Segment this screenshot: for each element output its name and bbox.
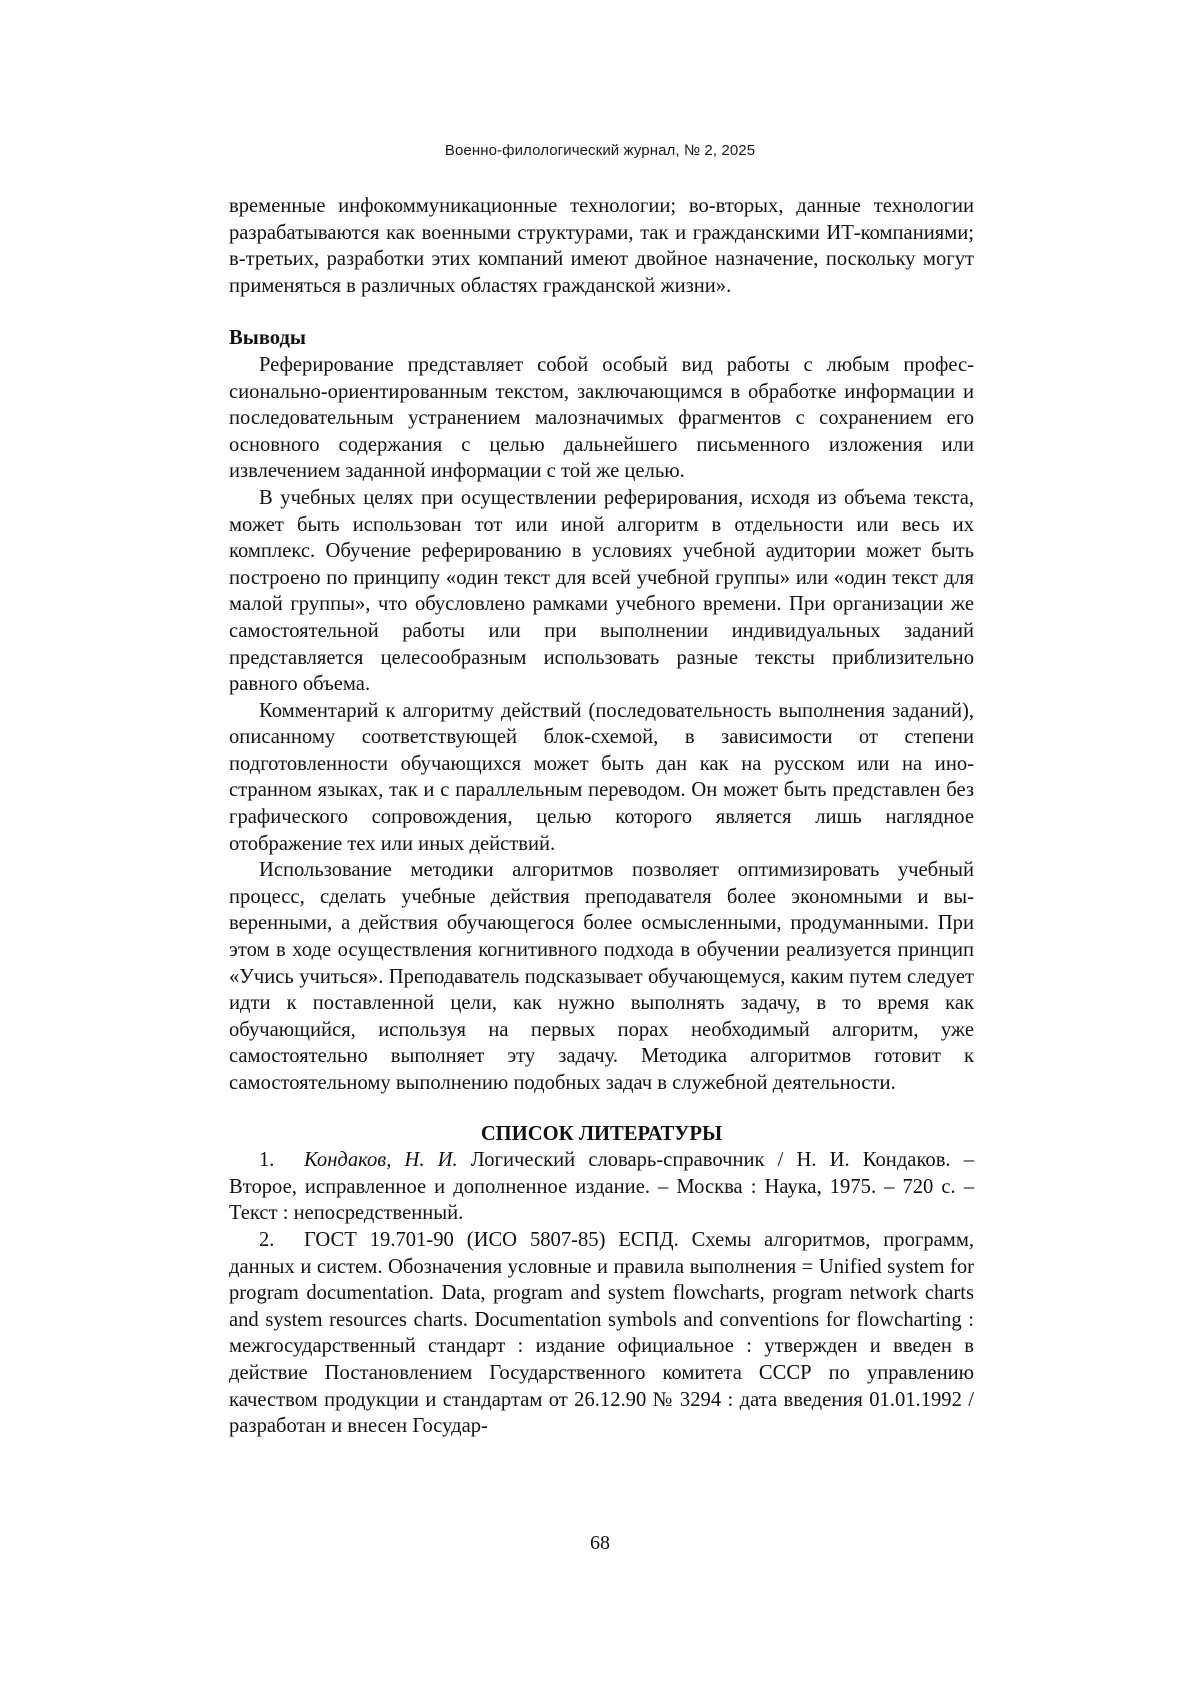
conclusions-paragraph-2: В учебных целях при осуществлении реферирования, исходя из объема текста, может быть использован тот или иной алгоритм в отдельности или весь их комплекс. Обучение реферированию в условиях учебной аудитории может быть построено по принципу «один текст для всей учебной группы» или «один текст для малой группы», что обусловлено рамками учебного времени. При организации же самостоятельной работы или при выполнении индивидуальных заданий представляется целесообразным использовать разные тексты приблизительно равного объема.: [229, 486, 974, 696]
reference-number: 1.: [259, 1149, 275, 1172]
conclusions-paragraph-3: Комментарий к алгоритму действий (последовательность выполнения заданий), описанному соответствующей блок-схемой, в зависимости от степени подготовленности обучающихся может быть дан как на русском или на иностранном языках, так и с параллельным переводом. Он может быть представлен без графического сопровождения, целью которого является лишь наглядное отображение тех или иных действий.: [229, 699, 974, 855]
reference-text: ГОСТ 19.701-90 (ИСО 5807-85) ЕСПД. Схемы алгоритмов, программ, данных и систем. Обозначения условные и правила выполнения = Unified system for program documentation. Data, program and system flowcharts, program network charts and system resources charts. Documentation symbols and conventions for flowcharting : межгосударственный стандарт : издание официальное : утвержден и введен в действие Постановлением Государственного комитета СССР по управлению качеством продукции и стандартам от 26.12.90 № 3294 : дата введения 01.01.1992 / разработан и внесен Государ-: [229, 1228, 974, 1438]
reference-item-2: [229, 1227, 974, 1440]
conclusions-paragraph-4: Использование методики алгоритмов позволяет оптимизировать учебный процесс, сделать учебные действия преподавателя более экономными и выверенными, а действия обучающегося более осмысленными, продуманными. При этом в ходе осуществления когнитивного подхода в обучении реализуется принцип «Учись учиться». Преподаватель подсказывает обучающемуся, каким путем следует идти к поставленной цели, как нужно выполнять задачу, в то время как обучающийся, используя на первых порах необходимый алгоритм, уже самостоятельно выполняет эту задачу. Методика алгоритмов готовит к самостоятельному выполнению подобных задач в служебной деятельности.: [229, 859, 974, 1094]
conclusions-heading: Выводы: [229, 327, 306, 350]
article-body: [229, 193, 974, 1440]
reference-text: Логический словарь-справочник / Н. И. Кондаков. – Второе, исправленное и дополненное издание. – Москва : Наука, 1975. – 720 с. – Текст : непосредственный.: [229, 1149, 974, 1225]
conclusions-paragraph-1: Реферирование представляет собой особый вид работы с любым профессионально-ориентированным текстом, заключающимся в обработке информации и последовательным устранением малозначимых фрагментов с сохранением его основного содержания с целью дальнейшего письменного изложения или извлечением заданной информации с той же целью.: [229, 353, 974, 483]
page-number: 68: [590, 1532, 610, 1554]
continuation-paragraph: временные инфокоммуникационные технологии; во-вторых, данные технологии разрабатываются как военными структурами, так и гражданскими ИТ-компаниями; в-третьих, разработки этих компаний имеют двойное назначение, поскольку могут применяться в различных областях гражданской жизни».: [229, 195, 974, 297]
references-title: СПИСОК ЛИТЕРАТУРЫ: [480, 1122, 723, 1145]
reference-author: Кондаков, Н. И.: [304, 1149, 458, 1172]
reference-item-1: [229, 1147, 974, 1227]
reference-number: 2.: [259, 1228, 275, 1251]
running-header: Военно-филологический журнал, № 2, 2025: [444, 142, 756, 159]
